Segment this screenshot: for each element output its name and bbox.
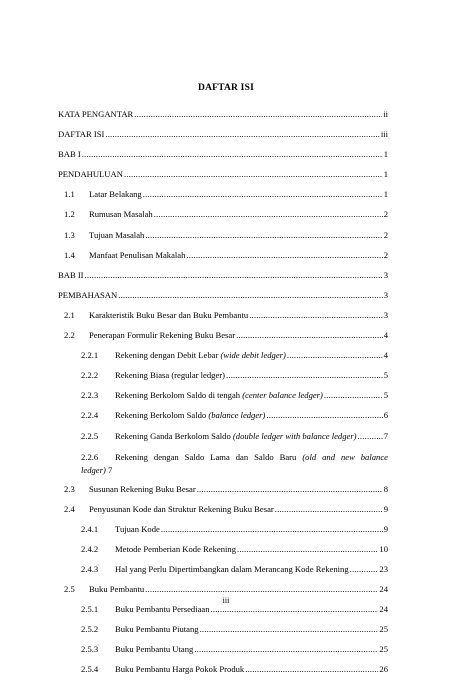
toc-word-italic: new (340, 451, 355, 462)
toc-leader-dots (211, 604, 379, 614)
toc-entry-title: Metode Pemberian Kode Rekening (115, 543, 236, 554)
toc-leader-dots (82, 149, 383, 159)
toc-entry-page: 2 (383, 209, 388, 220)
toc-entry-line (81, 451, 388, 465)
toc-entry-title: Susunan Rekening Buku Besar (89, 483, 196, 494)
toc-entry-number: 2.1 (64, 309, 75, 320)
toc-word: Lama (210, 451, 230, 462)
toc-entry-page: 4 (383, 350, 388, 361)
toc-entry-title (115, 451, 388, 465)
toc-entry[interactable] (58, 350, 388, 370)
toc-entry-page: 26 (379, 664, 388, 675)
toc-entry-page: 5 (383, 390, 388, 401)
toc-entry-title: Rekening Berkolom Saldo di tengah (center balance ledger) (115, 390, 323, 401)
toc-entry[interactable] (58, 484, 388, 504)
page-title: DAFTAR ISI (198, 83, 254, 93)
toc-entry-page: 25 (379, 644, 388, 655)
toc-entry-title: Karakteristik Buku Besar dan Buku Pembantu (89, 309, 249, 320)
toc-entry-number: 1.1 (64, 189, 75, 200)
toc-entry[interactable] (58, 431, 388, 451)
toc-entry-italic: (double ledger with balance ledger) (232, 430, 357, 441)
toc-entry-page: 25 (379, 624, 388, 635)
toc-entry-title: Latar Belakang (89, 189, 142, 200)
toc-word-italic: and (322, 451, 335, 462)
toc-entry-page: 1 (383, 149, 388, 160)
toc-entry-title: Rekening Biasa (regular ledger) (115, 370, 226, 381)
toc-entry-number: 2.2 (64, 330, 75, 341)
toc-entry-line (81, 464, 388, 478)
toc-entry[interactable] (58, 109, 388, 129)
toc-entry[interactable] (58, 524, 388, 544)
toc-entry-page: 7 (383, 430, 388, 441)
toc-entry-title: Rekening dengan Debit Lebar (wide debit ledger) (115, 350, 286, 361)
toc-leader-dots (105, 129, 379, 139)
toc-entry[interactable] (58, 564, 388, 584)
toc-entry[interactable] (58, 451, 388, 484)
toc-entry-number: 2.5.3 (81, 644, 99, 655)
toc-entry-page: 24 (379, 604, 388, 615)
toc-entry[interactable] (58, 209, 388, 229)
toc-entry-number: 2.2.3 (81, 390, 99, 401)
toc-word: Baru (279, 451, 297, 462)
toc-entry[interactable] (58, 624, 388, 644)
toc-entry-page: 10 (379, 543, 388, 554)
toc-entry[interactable] (58, 604, 388, 624)
toc-leader-dots (226, 370, 383, 380)
toc-entry-page: 8 (383, 483, 388, 494)
toc-entry-title: Rumusan Masalah (89, 209, 153, 220)
toc-entry-page: 1 (383, 169, 388, 180)
toc-entry-number: 2.5.4 (81, 664, 99, 675)
toc-leader-dots (85, 270, 383, 280)
toc-word: Saldo (254, 451, 274, 462)
toc-entry-title: Rekening Berkolom Saldo (balance ledger) (115, 410, 266, 421)
toc-entry-title: Tujuan Kode (115, 523, 160, 534)
toc-leader-dots (287, 350, 383, 360)
toc-entry-number: 2.4.1 (81, 523, 99, 534)
toc-word: dengan (153, 451, 179, 462)
toc-entry-page: 4 (383, 330, 388, 341)
toc-entry-page: iii (380, 129, 388, 140)
toc-leader-dots (154, 209, 383, 219)
toc-leader-dots (358, 431, 383, 441)
toc-entry[interactable] (58, 270, 388, 290)
toc-entry-title: Buku Pembantu Piutang (115, 624, 199, 635)
toc-entry-page: 9 (383, 523, 388, 534)
toc-entry-italic: (wide debit ledger) (220, 350, 286, 361)
toc-entry[interactable] (58, 410, 388, 430)
toc-entry-title: Manfaat Penulisan Makalah (89, 249, 186, 260)
toc-entry[interactable] (58, 250, 388, 270)
toc-entry-page: 2 (383, 229, 388, 240)
toc-entry-title: Rekening Ganda Berkolom Saldo (double ledger with balance ledger) (115, 430, 357, 441)
toc-entry-number: 2.2.2 (81, 370, 99, 381)
toc-word-italic: (old (302, 451, 317, 462)
toc-entry[interactable] (58, 149, 388, 169)
toc-entry[interactable] (58, 169, 388, 189)
toc-leader-dots (118, 290, 382, 300)
toc-entry-page: 3 (383, 309, 388, 320)
toc-entry[interactable] (58, 310, 388, 330)
toc-entry-title: Buku Pembantu Utang (115, 644, 194, 655)
toc-entry-title: PEMBAHASAN (58, 289, 118, 300)
toc-entry-number: 2.5.1 (81, 604, 99, 615)
toc-entry[interactable] (58, 129, 388, 149)
toc-leader-dots (124, 169, 383, 179)
toc-leader-dots (197, 484, 383, 494)
page-number: iii (222, 596, 230, 605)
toc-leader-dots (236, 330, 383, 340)
toc-leader-dots (194, 644, 378, 654)
toc-entry-italic: (balance ledger) (208, 410, 266, 421)
toc-entry-page: 1 (383, 189, 388, 200)
toc-entry-number: 1.3 (64, 229, 75, 240)
toc-leader-dots (275, 504, 383, 514)
toc-entry-number: 2.5.2 (81, 624, 99, 635)
toc-leader-dots (143, 189, 383, 199)
toc-entry-number: 2.4 (64, 503, 75, 514)
toc-entry-number: 2.2.5 (81, 430, 99, 441)
toc-word: Rekening (115, 451, 148, 462)
toc-word-italic: ledger) (81, 465, 106, 476)
toc-entry-title: Buku Pembantu Persediaan (115, 604, 210, 615)
toc-leader-dots (145, 584, 378, 594)
toc-entry[interactable] (58, 644, 388, 664)
toc-leader-dots (134, 109, 382, 119)
toc-entry-title: Penyusunan Kode dan Struktur Rekening Buku Besar (89, 503, 274, 514)
toc-entry[interactable] (58, 189, 388, 209)
toc-word: dan (235, 451, 249, 462)
toc-entry-number: 1.2 (64, 209, 75, 220)
toc-entry-number: 1.4 (64, 249, 75, 260)
toc-entry-page: 2 (383, 249, 388, 260)
toc-entry-number: 2.2.4 (81, 410, 99, 421)
toc-entry-page: 6 (383, 410, 388, 421)
toc-entry[interactable] (58, 390, 388, 410)
toc-leader-dots (245, 664, 378, 674)
toc-entry-page: 7 (107, 465, 113, 476)
toc-entry[interactable] (58, 330, 388, 350)
toc-entry-italic: (center balance ledger) (242, 390, 323, 401)
toc-entry-page: 5 (383, 370, 388, 381)
toc-entry[interactable] (58, 290, 388, 310)
toc-entry-title: Hal yang Perlu Dipertimbangkan dalam Merancang Kode Rekening (115, 563, 349, 574)
toc-leader-dots (266, 410, 382, 420)
toc-entry-title: KATA PENGANTAR (58, 109, 134, 119)
toc-entry-title: Buku Pembantu (89, 584, 145, 595)
toc-entry-title: BAB I (58, 149, 81, 160)
toc-entry-title: Buku Pembantu Harga Pokok Produk (115, 664, 245, 675)
toc-leader-dots (324, 390, 383, 400)
toc-entry[interactable] (58, 664, 388, 684)
toc-entry[interactable] (58, 544, 388, 564)
toc-leader-dots (237, 544, 378, 554)
toc-leader-dots (249, 310, 383, 320)
toc-entry-number: 2.4.2 (81, 543, 99, 554)
toc-leader-dots (350, 564, 379, 574)
toc-entry-number: 2.4.3 (81, 563, 99, 574)
toc-entry-page: 24 (379, 584, 388, 595)
toc-entry[interactable] (58, 370, 388, 390)
toc-entry-number: 2.2.1 (81, 350, 99, 361)
toc-entry-title: Penerapan Formulir Rekening Buku Besar (89, 330, 236, 341)
toc-word-italic: balance (360, 451, 388, 462)
toc-entry-title: BAB II (58, 269, 84, 280)
toc-entry-title: DAFTAR ISI (58, 129, 105, 140)
toc-entry-page: ii (383, 109, 388, 119)
toc-entry-page: 9 (383, 503, 388, 514)
toc-leader-dots (161, 524, 383, 534)
toc-entry[interactable] (58, 504, 388, 524)
toc-entry[interactable] (58, 230, 388, 250)
toc-entry-page: 23 (379, 563, 388, 574)
toc-leader-dots (200, 624, 379, 634)
toc-entry-number: 2.5 (64, 584, 75, 595)
toc-leader-dots (145, 230, 382, 240)
toc-entry-number: 2.3 (64, 483, 75, 494)
toc-entry-page: 3 (383, 269, 388, 280)
toc-leader-dots (186, 250, 382, 260)
toc-entry-title: Tujuan Masalah (89, 229, 145, 240)
toc-entry-title: PENDAHULUAN (58, 169, 123, 180)
toc-word: Saldo (184, 451, 205, 462)
toc-entry-number: 2.2.6 (81, 451, 99, 462)
toc-entry-page: 3 (383, 289, 388, 300)
